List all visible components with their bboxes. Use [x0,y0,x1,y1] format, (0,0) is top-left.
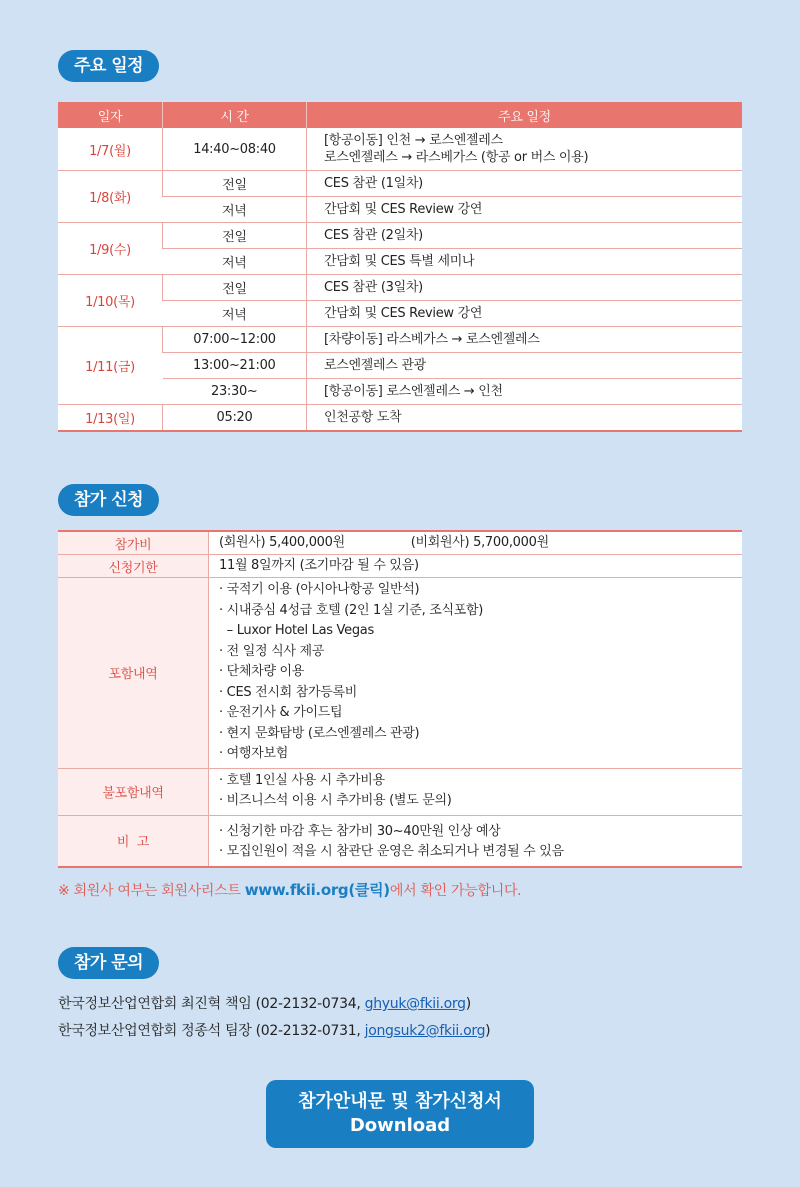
list-item: · CES 전시회 참가등록비 [219,684,358,700]
desc-cell: 간담회 및 CES Review 강연 [307,301,743,327]
contact-line [58,1020,490,1040]
time-cell: 05:20 [163,405,307,432]
list-item: – Luxor Hotel Las Vegas [219,623,374,638]
time-cell: 전일 [163,223,307,249]
desc-cell [307,128,743,171]
excluded-label: 불포함내역 [58,768,209,815]
fee-value [209,531,743,555]
table-row [58,128,742,171]
date-cell: 1/9(수) [58,223,163,275]
desc-cell: 인천공항 도착 [307,405,743,432]
desc-cell: 간담회 및 CES Review 강연 [307,197,743,223]
table-row [58,327,742,353]
desc-cell: CES 참관 (3일차) [307,275,743,301]
desc-cell: [차량이동] 라스베가스 → 로스엔젤레스 [307,327,743,353]
excluded-value [209,768,743,815]
list-item: · 운전기사 & 가이드팁 [219,705,343,720]
download-line1: 참가안내문 및 참가신청서 [298,1091,502,1112]
contact-email-link[interactable]: jongsuk2@fkii.org [364,1023,486,1039]
contact-text: 한국정보산업연합회 정종석 팀장 (02-2132-0731, [58,1023,365,1039]
time-cell: 23:30~ [163,379,307,405]
schedule-table [58,102,742,432]
included-label: 포함내역 [58,578,209,769]
contact-end: ) [465,996,471,1012]
remarks-label: 비 고 [58,815,209,867]
download-button[interactable] [266,1080,534,1148]
table-row [58,405,742,432]
apply-table [58,530,742,868]
table-row [58,768,742,815]
excluded-list [219,769,742,815]
time-cell: 07:00~12:00 [163,327,307,353]
list-item: · 전 일정 식사 제공 [219,643,324,659]
time-cell: 전일 [163,275,307,301]
desc-cell: CES 참관 (2일차) [307,223,743,249]
date-cell: 1/10(목) [58,275,163,327]
note-suffix: 에서 확인 가능합니다. [389,883,522,899]
deadline-value: 11월 8일까지 (조기마감 될 수 있음) [209,555,743,578]
table-row [58,275,742,301]
time-cell: 14:40~08:40 [163,128,307,171]
contact-text: 한국정보산업연합회 최진혁 책임 (02-2132-0734, [58,996,365,1012]
table-row [58,578,742,769]
date-cell: 1/8(화) [58,171,163,223]
table-row [58,815,742,867]
member-list-link[interactable]: www.fkii.org(클릭) [244,881,390,899]
list-item: · 국적기 이용 (아시아나항공 일반석) [219,582,420,597]
table-row [58,531,742,555]
desc-line: [항공이동] 인천 → 로스엔젤레스 [324,133,503,148]
header-time: 시 간 [163,102,307,128]
schedule-header-row [58,102,742,128]
list-item: · 호텔 1인실 사용 시 추가비용 [219,772,385,788]
time-cell: 저녁 [163,301,307,327]
desc-cell: CES 참관 (1일차) [307,171,743,197]
list-item: · 모집인원이 적을 시 참관단 운영은 취소되거나 변경될 수 있음 [219,844,564,859]
date-cell: 1/7(월) [58,128,163,171]
time-cell: 저녁 [163,249,307,275]
fee-member: (회원사) 5,400,000원 [219,534,345,550]
time-cell: 전일 [163,171,307,197]
fee-label: 참가비 [58,531,209,555]
table-row [58,555,742,578]
desc-cell: [항공이동] 로스엔젤레스 → 인천 [307,379,743,405]
note-prefix: ※ 회원사 여부는 회원사리스트 [58,883,245,899]
desc-cell: 간담회 및 CES 특별 세미나 [307,249,743,275]
time-cell: 저녁 [163,197,307,223]
desc-line: 로스엔젤레스 → 라스베가스 (항공 or 버스 이용) [324,150,589,165]
list-item: · 신청기한 마감 후는 참가비 30~40만원 인상 예상 [219,823,501,839]
deadline-label: 신청기한 [58,555,209,578]
contact-line [58,993,471,1013]
schedule-section-title: 주요 일정 [58,50,159,82]
remarks-value [209,815,743,867]
fee-nonmember: (비회원사) 5,700,000원 [410,534,549,550]
date-cell: 1/11(금) [58,327,163,405]
table-row [58,223,742,249]
desc-cell: 로스엔젤레스 관광 [307,353,743,379]
list-item: · 여행자보험 [219,746,288,761]
list-item: · 단체차량 이용 [219,664,305,679]
download-line2: Download [349,1115,451,1136]
apply-section-title: 참가 신청 [58,484,159,516]
list-item: · 비즈니스석 이용 시 추가비용 (별도 문의) [219,793,452,808]
inquiry-section-title: 참가 문의 [58,947,159,979]
header-schedule: 주요 일정 [307,102,743,128]
list-item: · 현지 문화탐방 (로스엔젤레스 관광) [219,725,420,741]
contact-email-link[interactable]: ghyuk@fkii.org [364,996,466,1012]
included-value [209,578,743,769]
contact-end: ) [485,1023,491,1039]
date-cell: 1/13(일) [58,405,163,432]
remarks-list [219,816,742,866]
time-cell: 13:00~21:00 [163,353,307,379]
member-note [58,879,521,900]
header-date: 일자 [58,102,163,128]
included-list [219,578,742,768]
list-item: · 시내중심 4성급 호텔 (2인 1실 기준, 조식포함) [219,602,484,618]
table-row [58,171,742,197]
